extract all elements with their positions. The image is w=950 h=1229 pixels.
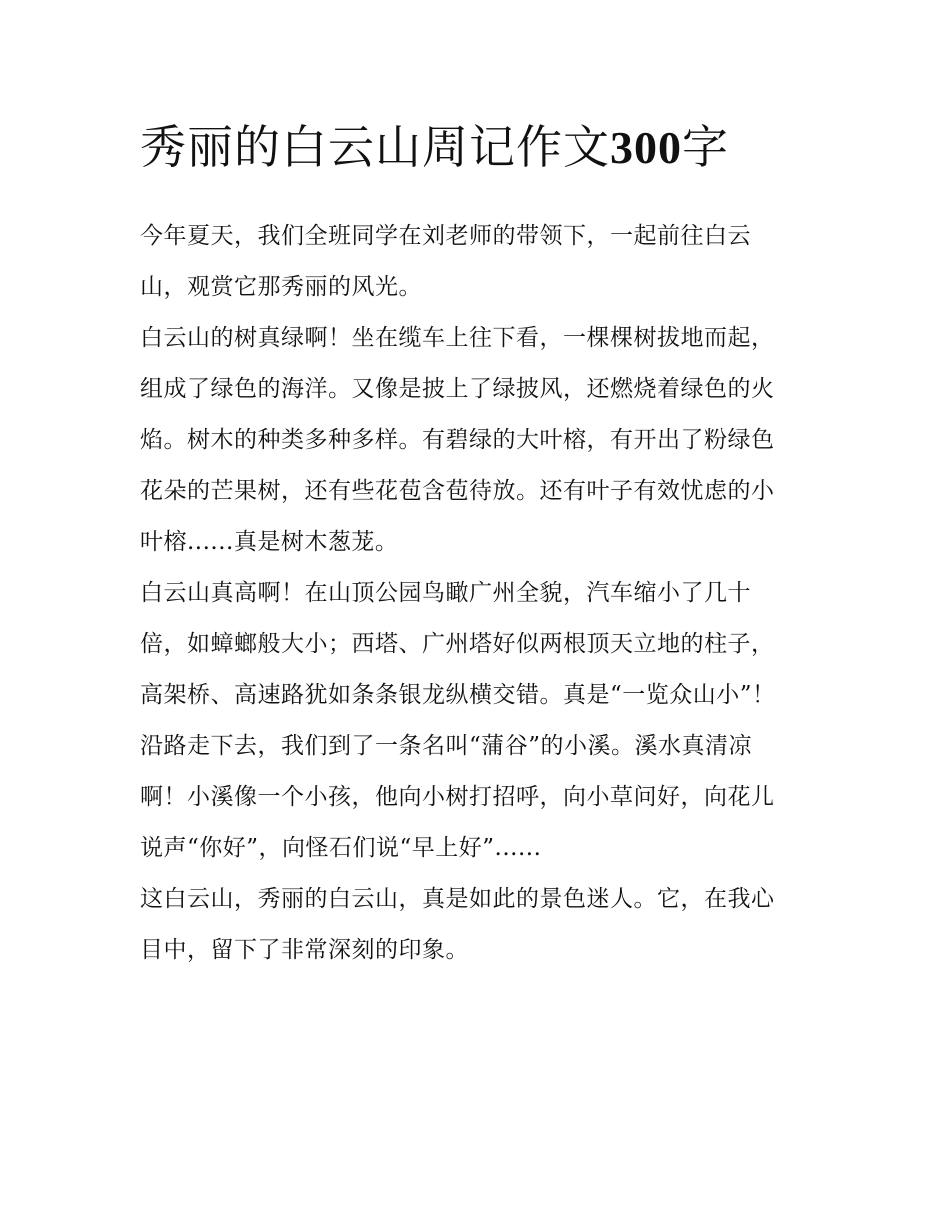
text-line: 高架桥、高速路犹如条条银龙纵横交错。真是“一览众山小”！	[140, 682, 776, 708]
paragraph-1	[140, 211, 820, 313]
title-number: 300	[610, 122, 682, 173]
text-line: 山，观赏它那秀丽的风光。	[140, 274, 422, 300]
paragraph-4	[140, 874, 820, 976]
text-line: 叶榕......真是树木葱茏。	[140, 529, 399, 555]
title-suffix: 字	[682, 120, 729, 174]
text-line: 白云山真高啊！在山顶公园鸟瞰广州全貌，汽车缩小了几十	[140, 580, 751, 606]
text-line: 花朵的芒果树，还有些花苞含苞待放。还有叶子有效忧虑的小	[140, 478, 775, 504]
text-line: 目中，留下了非常深刻的印象。	[140, 937, 469, 963]
text-line: 今年夏天，我们全班同学在刘老师的带领下，一起前往白云	[140, 223, 751, 249]
paragraph-2	[140, 313, 820, 568]
document-title	[140, 112, 820, 183]
text-line: 白云山的树真绿啊！坐在缆车上往下看，一棵棵树拔地而起，	[140, 325, 775, 351]
title-text: 秀丽的白云山周记作文	[140, 120, 610, 174]
paragraph-3	[140, 568, 820, 874]
text-line: 组成了绿色的海洋。又像是披上了绿披风，还燃烧着绿色的火	[140, 376, 775, 402]
text-line: 啊！小溪像一个小孩，他向小树打招呼，向小草问好，向花儿	[140, 784, 775, 810]
text-line: 焰。树木的种类多种多样。有碧绿的大叶榕，有开出了粉绿色	[140, 427, 775, 453]
text-line: 说声“你好”，向怪石们说“早上好”......	[140, 835, 542, 861]
text-line: 倍，如蟑螂般大小；西塔、广州塔好似两根顶天立地的柱子，	[140, 631, 775, 657]
document-body	[140, 112, 820, 976]
text-line: 沿路走下去，我们到了一条名叫“蒲谷”的小溪。溪水真清凉	[140, 733, 753, 759]
text-line: 这白云山，秀丽的白云山，真是如此的景色迷人。它，在我心	[140, 886, 775, 912]
